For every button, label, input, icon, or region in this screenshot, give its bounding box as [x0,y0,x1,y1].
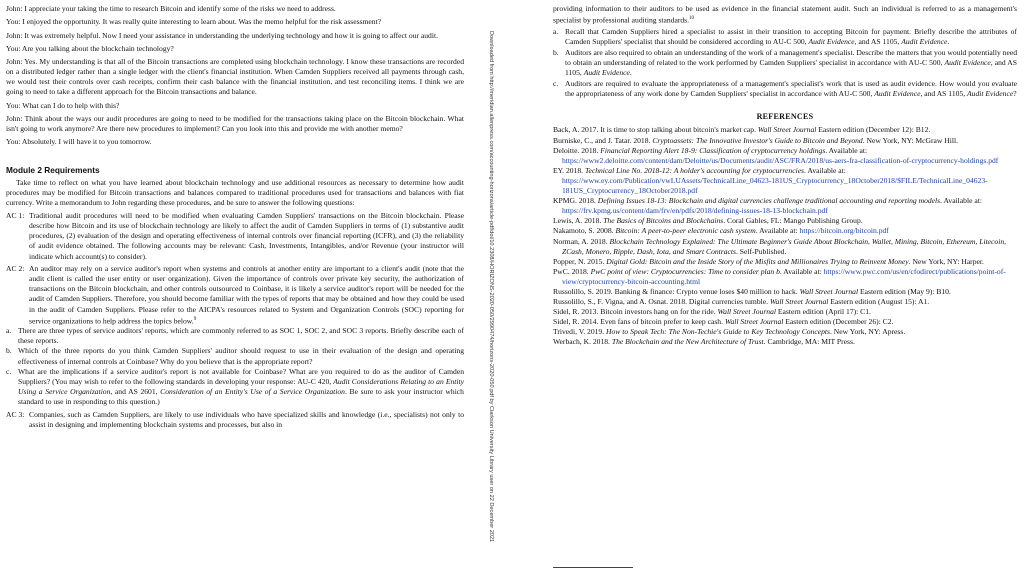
reference-link[interactable]: https://www2.deloitte.com/content/dam/Deloitte/us/Documents/audit/ASC/FRA/2018/us-aers-fra-classification-of-cryptocurrency-holdings.pdf [562,155,999,165]
italic-title: Wall Street Journal [769,297,829,307]
item-text: , and AS 2601, [110,386,161,396]
reference-link[interactable]: https://www.ey.com/Publication/vwLUAssets/TechnicalLine_04623-181US_Cryptocurrency_18October2018/$FILE/TechnicalLine_04623-181US_Cryptocurrency_18October2018.pdf [562,175,988,196]
standard-title: Audit Considerations Relating to an Entity Using a Service Organization [18,376,464,396]
text-segment: Nakamoto, S. 2008. [553,226,616,236]
text-segment: . Available at: [779,266,824,276]
download-watermark [485,4,497,569]
ac3-block [6,410,464,430]
text-segment: Back, A. 2017. It is time to stop talking about bitcoin's market cap. [553,125,758,135]
reference-entry [553,287,1017,297]
italic-title: Wall Street Journal [717,307,777,317]
references-heading: REFERENCES [756,112,814,122]
dialogue-line: John: Think about the ways our audit procedures are going to need to be modified for the transactions taking place on the Bitcoin blockchain. What isn't going to work anymore? Are there new procedures to implement? Can you look into this and provide me with another memo? [6,113,464,134]
text-segment: Burniske, C., and J. Tatar. 2018. [553,135,653,145]
text-segment: , and AS 1105, [854,36,902,46]
ac1-block [6,211,464,261]
reference-entry [553,125,1017,135]
text-segment: . New York, NY: McGraw Hill. [862,135,959,145]
specialist-item [553,48,1017,78]
text-segment: ? [1013,89,1017,99]
reference-entry [553,297,1017,307]
text-segment: Deloitte. 2018. [553,145,601,155]
text-segment: Auditors are also required to obtain an understanding of the work of a management's specialist. Describe the matters that you would potentially need to obtain an understanding of related to the work performed by Camden Suppliers' specialist in accordance with AU-C 500, [565,47,1017,67]
ac2-item-c [6,367,464,407]
text-segment: , and AS 1105, [565,58,1017,78]
reference-entry [553,327,1017,337]
reference-entry [553,337,1017,347]
text-segment: Popper, N. 2015. [553,256,607,266]
italic-title: PwC point of view: Cryptocurrencies: Time to consider plan b [590,266,780,276]
specialist-items [553,27,1017,100]
text-segment: . New York, NY: Harper. [908,256,984,266]
footnote-marker: 10 [689,16,695,22]
italic-title: Digital Gold: Bitcoin and the Inside Story of the Misfits and Millionaires Trying to Reinvent Money [606,256,909,266]
ac2-block [6,264,464,326]
text-segment: Lewis, A. 2018. [553,216,604,226]
right-column [553,4,1017,573]
text-segment: Eastern edition (December 12): B12. [816,125,931,135]
text-segment: . Coral Gables, FL: Mango Publishing Group. [723,216,863,226]
text-segment: KPMG. 2018. [553,196,598,206]
text-segment: Werbach, K. 2018. [553,337,612,347]
item-label: b. [6,346,12,356]
ac3-text: Companies, such as Camden Suppliers, are likely to use individuals who have specialized skills and knowledge (i.e., specialists) not only to assist in designing and implementing blockchain systems and processes, but also in [29,409,464,429]
text-segment: , and AS 1105, [920,89,968,99]
italic-title: Financial Reporting Alert 18-9: Classification of cryptocurrency holdings [600,145,826,155]
text-segment: EY. 2018. [553,165,585,175]
left-column [6,4,464,573]
dialogue-line: John: Yes. My understanding is that all of the Bitcoin transactions are completed using blockchain technology. I know these transactions are recorded on a distributed ledger rather than a single ledger with the client's financial institution. When Camden Suppliers received all payments through cash, we would test their controls over cash receipts, confirm their cash balance with the financial institution, and test reconciling items. I think we are going to need to take a different approach for the Bitcoin transactions and balance. [6,57,464,97]
italic-title: The Blockchain and the New Architecture of Trust [611,337,764,347]
italic-title: Technical Line No. 2018-12: A holder's accounting for cryptocurrencies [584,165,805,175]
text-segment: . Available at: [825,145,868,155]
item-label: a. [553,26,559,36]
text-segment: Trivedi, V. 2019. [553,327,607,337]
dialogue-line: You: Are you talking about the blockchain technology? [6,43,174,53]
italic-title: Audit Evidence [808,36,855,46]
continued-text [553,4,1017,26]
italic-title: Audit Evidence [901,36,948,46]
standard-title: Consideration of an Entity's Use of a Service Organization [160,386,345,396]
item-text: . Be sure to ask your instructor which standard to use in responding to this question.) [18,386,464,406]
ac1-label: AC 1: [6,211,25,221]
text-segment: . Available at: [755,226,800,236]
italic-title: Audit Evidence [583,68,630,78]
reference-entry [553,267,1017,287]
text-segment: . [947,36,950,46]
text-segment: Auditors are required to evaluate the appropriateness of a management's specialist's work that is used as audit evidence. How would you evaluate the appropriateness of any work done by Camden Suppliers' specialist in accordance with AU-C 500, [565,79,1017,99]
italic-title: Audit Evidence [944,58,991,67]
italic-title: Defining Issues 18-13: Blockchain and digital currencies challenge traditional accounting and reporting models [597,196,941,206]
italic-title: How to Speak Tech: The Non-Techie's Guide to Key Technology Concepts [606,327,830,337]
reference-entry [553,196,1017,216]
text-segment: . Available at: [940,196,982,206]
text-segment: . New York, NY: Apress. [829,327,906,337]
reference-link[interactable]: https://bitcoin.org/bitcoin.pdf [799,226,889,236]
text-segment: Russolillo, S., F. Vigna, and A. Osnat. 2018. Digital currencies tumble. [553,297,770,307]
reference-entry [553,237,1017,257]
text-segment: . [629,68,632,78]
item-text: There are three types of service auditors' reports, which are commonly referred to as SOC 1, SOC 2, and SOC 3 reports. Briefly describe each of these reports. [18,326,464,346]
dialogue-line: John: It was extremely helpful. Now I need your assistance in understanding the underlying technology and how it is going to affect our audit. [6,30,438,40]
ac3-label: AC 3: [6,409,25,419]
ac2-label: AC 2: [6,264,25,274]
italic-title: Audit Evidence [967,89,1014,99]
reference-entry [553,307,1017,317]
dialogue-line: John: I appreciate your taking the time to research Bitcoin and identify some of the risks we need to address. [6,4,336,13]
item-label: a. [6,326,12,336]
text-segment: PwC. 2018. [553,266,591,276]
reference-entry [553,136,1017,146]
italic-title: Wall Street Journal [757,125,817,135]
reference-link[interactable]: https://frv.kpmg.us/content/dam/frv/en/pdfs/2018/defining-issues-18-13-blockchain.pdf [562,206,828,216]
italic-title: Blockchain Technology Explained: The Ultimate Beginner's Guide About Blockchain, Wallet, Mining, Bitcoin, Ethereum, Litecoin, ZCash, Monero, Ripple, Dash, Iota, and Smart Contracts [562,236,1007,256]
footnote-rule [553,567,633,568]
reference-entry [553,216,1017,226]
text-segment: Sidel, R. 2013. Bitcoin investors hang on for the ride. [553,307,718,317]
reference-entry [553,146,1017,166]
ac2-item-b [6,346,464,366]
text-segment: Recall that Camden Suppliers hired a specialist to assist in their transition to accepting Bitcoin for payment. Briefly describe the attributes of Camden Suppliers' specialist that should be considered according to AU-C 500, [565,26,1017,46]
download-note: Downloaded from http://meridian.allenpress.com/accounting-horizons/article-pdf/doi/10.2308/HORIZONS-2020-050/2990474/horizons-2020-050.pdf by Clarkson University Library user on 22 December 2021 [488,30,494,543]
text-segment: Sidel, R. 2014. Even fans of bitcoin prefer to keep cash. [553,317,725,327]
italic-title: Wall Street Journal [799,286,859,296]
text-segment: . Available at: [804,165,846,175]
reference-link[interactable]: https://www.pwc.com/us/en/cfodirect/publications/point-of-view/cryptocurrency-bitcoin-accounting.html [562,266,1006,286]
item-text: Which of the three reports do you think Camden Suppliers' auditor should request to use in their evaluation of the design and operating effectiveness of internal controls at Coinbase? Why do you believe that is the appropriate report? [18,346,464,366]
text-segment: Eastern edition (August 15): A1. [828,297,930,307]
continued-text-body: providing information to their auditors to be used as evidence in the financial statement audit. Such an individual is referred to as a management's specialist by professional auditing standards. [553,4,1017,25]
reference-entry [553,317,1017,327]
ac1-text: Traditional audit procedures will need to be modified when evaluating Camden Suppliers' transactions on the Bitcoin blockchain. Please describe how Bitcoin and its use of blockchain technology are likely to affect the audit of Camden Suppliers in terms of (1) substantive audit procedures, (2) evaluation of the design and operating effectiveness of internal controls over financial reporting (ICFR), and (3) the reliability of audit evidence obtained. The following accounts may be relevant: Cash, Investments, Intangibles, and/or Revenue (your instructor will indicate which account(s) to consider). [29,211,464,261]
dialogue-line: You: I enjoyed the opportunity. It was really quite interesting to learn about. Was the memo helpful for the risk assessment? [6,17,382,27]
reference-entry [553,257,1017,267]
text-segment: Eastern edition (April 17): C1. [776,307,871,317]
dialogue-line: You: What can I do to help with this? [6,100,120,110]
item-text: What are the implications if a service auditor's report is not available for Coinbase? What are you required to do as the auditor of Camden Suppliers? (You may wish to refer to the following standards in developing your response: AU-C 420, [18,366,464,386]
dialogue-line: You: Absolutely. I will have it to you tomorrow. [6,137,152,147]
text-segment: Eastern edition (May 9): B10. [858,286,951,296]
ac2-item-a [6,326,464,346]
text-segment: Norman, A. 2018. [553,236,610,246]
item-label: c. [553,79,559,89]
module-heading: Module 2 Requirements [6,164,100,175]
text-segment: . Self-Published. [735,246,787,256]
reference-list [553,125,1017,347]
italic-title: Wall Street Journal [724,317,784,327]
italic-title: Audit Evidence [874,89,921,99]
specialist-item [553,27,1017,47]
item-label: b. [553,47,559,57]
text-segment: Russolillo, S. 2019. Banking & finance: Crypto venue loses $40 million to hack. [553,286,800,296]
ac2-text: An auditor may rely on a service auditor's report when systems and controls at another entity are important to a client's audit (note that the audit client is called the user entity or user organization). Given the importance of controls over private key security, the authorization of transactions on the Bitcoin blockchain, and other controls outsourced to Coinbase, it is likely a service auditor's report will be needed for the audit of Camden Suppliers. Therefore, you should become familiar with the types of reports that may be obtained and how they could be used in the audit of Camden Suppliers. Please refer to the AICPA's resources related to System and Organization Controls (SOC) reporting for service organizations to help address the topics below. [29,264,464,326]
reference-entry [553,226,1017,236]
specialist-item [553,79,1017,99]
italic-title: Cryptoassets: The Innovative Investor's Guide to Bitcoin and Beyond [652,135,863,145]
italic-title: Bitcoin: A peer-to-peer electronic cash system [615,226,756,236]
reference-entry [553,166,1017,196]
text-segment: Eastern edition (December 26): C2. [783,317,894,327]
item-label: c. [6,366,12,376]
footnote-marker: 9 [193,316,197,322]
text-segment: . Cambridge, MA: MIT Press. [763,337,855,347]
module-intro: Take time to reflect on what you have learned about blockchain technology and use additional resources as necessary to determine how audit procedures may be modified for Bitcoin transactions and balances compared to traditional procedures used for transactions and balances with fiat currency. Write a memorandum to John regarding these procedures, and be sure to answer the following questions: [6,177,464,207]
italic-title: The Basics of Bitcoins and Blockchains [603,216,724,226]
